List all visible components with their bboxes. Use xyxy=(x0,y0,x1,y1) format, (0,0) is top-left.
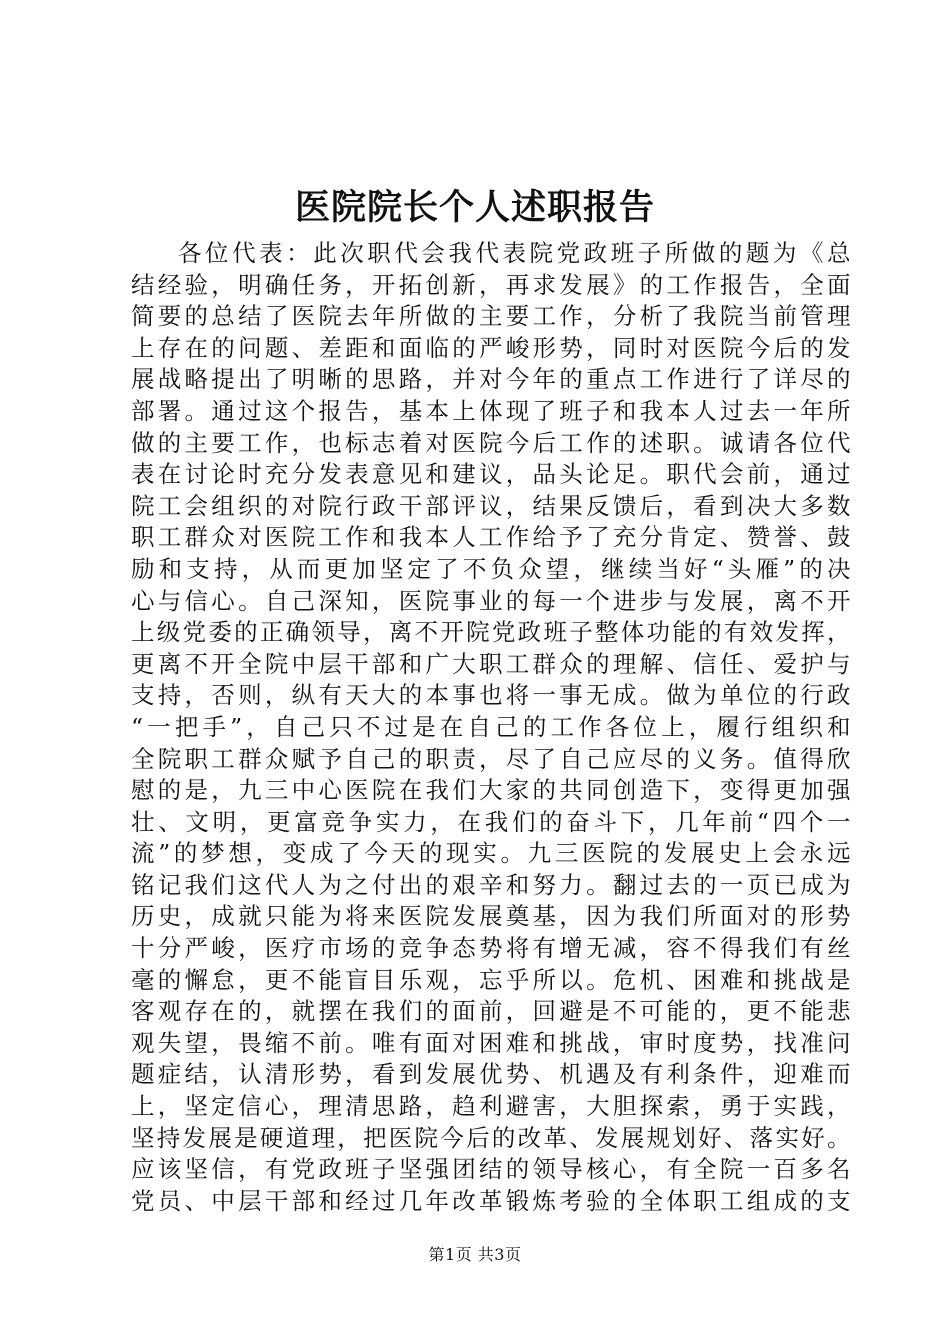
body-line: 展战略提出了明晰的思路，并对今年的重点工作进行了详尽的 xyxy=(131,365,851,394)
body-line: 慰的是，九三中心医院在我们大家的共同创造下，变得更加强 xyxy=(131,776,851,805)
body-paragraph xyxy=(131,238,851,1217)
body-line: 壮、文明，更富竞争实力，在我们的奋斗下，几年前“四个一 xyxy=(131,807,851,836)
body-line: 毫的懈怠，更不能盲目乐观，忘乎所以。危机、困难和挑战是 xyxy=(131,965,851,994)
body-line: 心与信心。自己深知，医院事业的每一个进步与发展，离不开 xyxy=(131,586,851,615)
body-line: 全院职工群众赋予自己的职责，尽了自己应尽的义务。值得欣 xyxy=(131,744,851,773)
body-line: 坚持发展是硬道理，把医院今后的改革、发展规划好、落实好。 xyxy=(131,1123,851,1152)
body-line: 简要的总结了医院去年所做的主要工作，分析了我院当前管理 xyxy=(131,302,851,331)
body-line: 题症结，认清形势，看到发展优势、机遇及有利条件，迎难而 xyxy=(131,1060,851,1089)
body-line: 上存在的问题、差距和面临的严峻形势，同时对医院今后的发 xyxy=(131,333,851,362)
body-line: 励和支持，从而更加坚定了不负众望，继续当好“头雁”的决 xyxy=(131,554,851,583)
body-line: 观失望，畏缩不前。唯有面对困难和挑战，审时度势，找准问 xyxy=(131,1028,851,1057)
body-line: 流”的梦想，变成了今天的现实。九三医院的发展史上会永远 xyxy=(131,839,851,868)
body-line: 各位代表：此次职代会我代表院党政班子所做的题为《总 xyxy=(178,239,851,267)
body-line: 铭记我们这代人为之付出的艰辛和努力。翻过去的一页已成为 xyxy=(131,870,851,899)
body-line: “一把手”，自己只不过是在自己的工作各位上，履行组织和 xyxy=(131,712,851,741)
body-line: 支持，否则，纵有天大的本事也将一事无成。做为单位的行政 xyxy=(131,681,851,710)
body-line: 应该坚信，有党政班子坚强团结的领导核心，有全院一百多名 xyxy=(131,1155,851,1184)
body-line: 十分严峻，医疗市场的竞争态势将有增无减，容不得我们有丝 xyxy=(131,934,851,963)
body-line: 上级党委的正确领导，离不开院党政班子整体功能的有效发挥， xyxy=(131,618,851,647)
body-line: 上，坚定信心，理清思路，趋利避害，大胆探索，勇于实践， xyxy=(131,1092,851,1121)
body-line: 职工群众对医院工作和我本人工作给予了充分肯定、赞誉、鼓 xyxy=(131,523,851,552)
body-line: 结经验，明确任务，开拓创新，再求发展》的工作报告，全面 xyxy=(131,270,851,299)
body-line: 更离不开全院中层干部和广大职工群众的理解、信任、爱护与 xyxy=(131,649,851,678)
body-line: 表在讨论时充分发表意见和建议，品头论足。职代会前，通过 xyxy=(131,460,851,489)
body-line: 部署。通过这个报告，基本上体现了班子和我本人过去一年所 xyxy=(131,396,851,425)
body-line: 客观存在的，就摆在我们的面前，回避是不可能的，更不能悲 xyxy=(131,997,851,1026)
page-number-footer: 第1页 共3页 xyxy=(428,1245,522,1264)
body-line: 历史，成就只能为将来医院发展奠基，因为我们所面对的形势 xyxy=(131,902,851,931)
body-line: 院工会组织的对院行政干部评议，结果反馈后，看到决大多数 xyxy=(131,491,851,520)
document-title: 医院院长个人述职报告 xyxy=(294,187,655,228)
body-line: 做的主要工作，也标志着对医院今后工作的述职。诚请各位代 xyxy=(131,428,851,457)
body-line: 党员、中层干部和经过几年改革锻炼考验的全体职工组成的支 xyxy=(131,1186,851,1215)
